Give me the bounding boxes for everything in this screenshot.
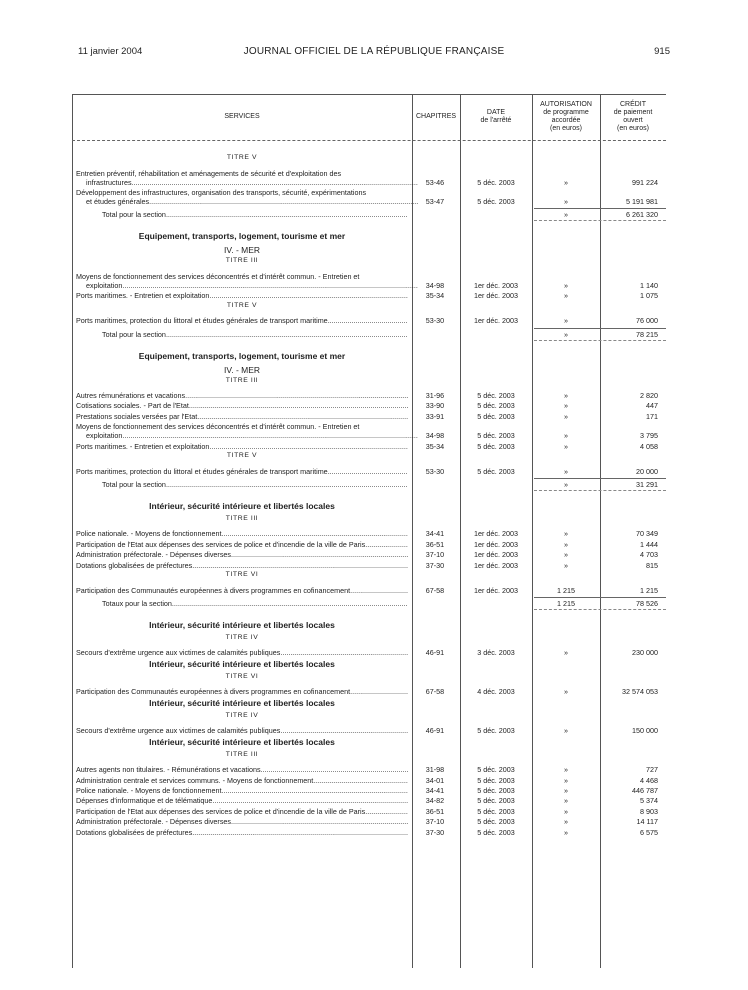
date-cell: 5 déc. 2003	[477, 796, 515, 806]
date-cell: 5 déc. 2003	[477, 466, 515, 476]
table-top-border	[72, 94, 666, 95]
autorisation-cell: »	[564, 431, 568, 441]
credit-cell: 3 795	[640, 431, 658, 441]
titre-heading: TITRE VI	[225, 571, 259, 578]
date-cell: 5 déc. 2003	[477, 817, 515, 827]
date-cell: 5 déc. 2003	[477, 411, 515, 421]
chapitre-cell: 36-51	[425, 806, 445, 816]
autorisation-total: 1 215	[557, 598, 575, 608]
service-label: Ports maritimes, protection du littoral et études générales de transport maritime .....	[76, 467, 408, 476]
autorisation-cell: »	[564, 196, 568, 206]
date-cell: 5 déc. 2003	[477, 401, 515, 411]
service-label: Secours d'extrême urgence aux victimes de calamités publiques .....	[76, 726, 408, 735]
service-label: Secours d'extrême urgence aux victimes de calamités publiques .....	[76, 648, 408, 657]
autorisation-cell: »	[564, 291, 568, 301]
total-underline	[534, 340, 666, 341]
date-cell: 3 déc. 2003	[477, 648, 515, 658]
autorisation-cell: »	[564, 648, 568, 658]
service-label: Moyens de fonctionnement des services déconcentrés et d'intérêt commun. - Entretien et	[76, 422, 360, 432]
total-label: Total pour la section .....	[102, 330, 408, 339]
credit-cell: 230 000	[632, 648, 658, 658]
service-label: Prestations sociales versées par l'Etat .....	[76, 412, 408, 421]
chapitre-cell: 53-30	[425, 316, 445, 326]
autorisation-cell: »	[564, 539, 568, 549]
date-cell: 1er déc. 2003	[474, 585, 518, 595]
section-heading: Intérieur, sécurité intérieure et libertés locales	[149, 697, 335, 708]
journal-title: JOURNAL OFFICIEL DE LA RÉPUBLIQUE FRANÇAISE	[243, 46, 505, 57]
credit-cell: 8 903	[640, 806, 658, 816]
service-label: Police nationale. - Moyens de fonctionnement .....	[76, 786, 408, 795]
header-date: 11 janvier 2004	[78, 46, 143, 57]
total-label: Total pour la section .....	[102, 480, 408, 489]
date-cell: 1er déc. 2003	[474, 539, 518, 549]
total-rule	[534, 208, 666, 209]
titre-heading: TITRE III	[225, 514, 259, 522]
chapitre-cell: 53-30	[425, 466, 445, 476]
page-number: 915	[654, 46, 670, 57]
titre-heading: TITRE IV	[225, 711, 259, 719]
credit-cell: 171	[646, 411, 658, 421]
service-label: exploitation .....	[86, 281, 418, 290]
autorisation-cell: »	[564, 550, 568, 560]
service-label: Participation des Communautés européennes à divers programmes en cofinancement .....	[76, 687, 408, 696]
date-cell: 1er déc. 2003	[474, 550, 518, 560]
date-cell: 1er déc. 2003	[474, 316, 518, 326]
titre-heading: TITRE V	[226, 452, 258, 459]
chapitre-cell: 34-41	[425, 785, 445, 795]
autorisation-cell: »	[564, 796, 568, 806]
autorisation-total: »	[564, 329, 568, 339]
chapitre-cell: 35-34	[425, 291, 445, 301]
date-cell: 5 déc. 2003	[477, 827, 515, 837]
credit-cell: 5 191 981	[626, 196, 658, 206]
titre-heading: TITRE V	[226, 154, 258, 161]
service-label: Entretien préventif, réhabilitation et aménagements de sécurité et d'exploitation des	[76, 168, 342, 178]
chapitre-cell: 67-58	[425, 585, 445, 595]
total-rule	[534, 328, 666, 329]
service-label: Participation de l'Etat aux dépenses des services de police et d'incendie de la ville de Paris .....	[76, 807, 408, 816]
date-cell: 5 déc. 2003	[477, 441, 515, 451]
chapitre-cell: 33-90	[425, 401, 445, 411]
header-rule	[72, 140, 666, 141]
autorisation-cell: »	[564, 817, 568, 827]
date-cell: 5 déc. 2003	[477, 196, 515, 206]
credit-cell: 32 574 053	[622, 687, 658, 697]
autorisation-cell: »	[564, 177, 568, 187]
chapitre-cell: 31-98	[425, 765, 445, 775]
autorisation-cell: »	[564, 785, 568, 795]
autorisation-cell: »	[564, 401, 568, 411]
service-label: Administration préfectorale. - Dépenses diverses .....	[76, 550, 408, 559]
credit-cell: 1 444	[640, 539, 658, 549]
credit-cell: 446 787	[632, 785, 658, 795]
service-label: Cotisations sociales. - Part de l'Etat .....	[76, 401, 408, 410]
chapitre-cell: 34-98	[425, 280, 445, 290]
subsection-heading: IV. - MER	[223, 364, 261, 375]
date-cell: 5 déc. 2003	[477, 431, 515, 441]
autorisation-cell: »	[564, 466, 568, 476]
autorisation-cell: »	[564, 806, 568, 816]
credit-cell: 70 349	[636, 529, 658, 539]
credit-total: 78 215	[636, 329, 658, 339]
chapitre-cell: 31-96	[425, 391, 445, 400]
credit-total: 6 261 320	[626, 210, 658, 220]
subsection-heading: IV. - MER	[223, 245, 261, 256]
total-underline	[534, 490, 666, 491]
chapitre-cell: 37-30	[425, 560, 445, 570]
service-label: Moyens de fonctionnement des services déconcentrés et d'intérêt commun. - Entretien et	[76, 271, 360, 281]
credit-cell: 4 058	[640, 441, 658, 451]
service-label: Administration centrale et services communs. - Moyens de fonctionnement .....	[76, 776, 408, 785]
date-cell: 5 déc. 2003	[477, 775, 515, 785]
column-divider	[532, 94, 533, 968]
service-label: Dotations globalisées de préfectures .....	[76, 828, 408, 837]
credit-cell: 2 820	[640, 391, 658, 400]
autorisation-cell: »	[564, 529, 568, 539]
autorisation-cell: »	[564, 391, 568, 400]
autorisation-cell: »	[564, 827, 568, 837]
column-divider	[72, 94, 73, 968]
service-label: Dépenses d'informatique et de télématique .....	[76, 796, 408, 805]
autorisation-cell: »	[564, 411, 568, 421]
credit-cell: 14 117	[636, 817, 658, 827]
credit-cell: 6 575	[640, 827, 658, 837]
chapitre-cell: 67-58	[425, 687, 445, 697]
section-heading: Intérieur, sécurité intérieure et libertés locales	[149, 500, 335, 511]
total-underline	[534, 220, 666, 221]
date-cell: 5 déc. 2003	[477, 765, 515, 775]
titre-heading: TITRE III	[225, 750, 259, 758]
credit-cell: 1 215	[640, 585, 658, 595]
col-header-date: DATE de l'arrêté	[480, 109, 512, 124]
service-label: Police nationale. - Moyens de fonctionnement .....	[76, 529, 408, 538]
service-label: Développement des infrastructures, organisation des transports, sécurité, expérimentations	[76, 187, 367, 197]
autorisation-cell: »	[564, 316, 568, 326]
section-heading: Equipement, transports, logement, tourisme et mer	[138, 350, 346, 361]
chapitre-cell: 46-91	[425, 648, 445, 658]
autorisation-cell: »	[564, 775, 568, 785]
total-rule	[534, 478, 666, 479]
service-label: Ports maritimes. - Entretien et exploitation .....	[76, 291, 408, 300]
date-cell: 1er déc. 2003	[474, 560, 518, 570]
autorisation-cell: 1 215	[557, 585, 575, 595]
col-header-credit: CRÉDIT de paiement ouvert (en euros)	[613, 101, 653, 132]
date-cell: 5 déc. 2003	[477, 806, 515, 816]
service-label: exploitation .....	[86, 431, 418, 440]
chapitre-cell: 36-51	[425, 539, 445, 549]
date-cell: 1er déc. 2003	[474, 529, 518, 539]
titre-heading: TITRE IV	[225, 633, 259, 641]
chapitre-cell: 35-34	[425, 441, 445, 451]
total-label: Totaux pour la section .....	[102, 599, 408, 608]
total-underline	[534, 609, 666, 610]
section-heading: Intérieur, sécurité intérieure et libertés locales	[149, 736, 335, 747]
service-label: et études générales .....	[86, 197, 418, 206]
titre-heading: TITRE III	[225, 376, 259, 384]
service-label: infrastructures .....	[86, 178, 418, 187]
autorisation-total: »	[564, 210, 568, 220]
credits-table	[72, 94, 666, 968]
service-label: Dotations globalisées de préfectures .....	[76, 561, 408, 570]
autorisation-cell: »	[564, 765, 568, 775]
total-rule	[534, 597, 666, 598]
service-label: Participation de l'Etat aux dépenses des services de police et d'incendie de la ville de Paris .....	[76, 540, 408, 549]
service-label: Administration préfectorale. - Dépenses diverses .....	[76, 817, 408, 826]
credit-cell: 76 000	[636, 316, 658, 326]
date-cell: 1er déc. 2003	[474, 291, 518, 301]
chapitre-cell: 34-98	[425, 431, 445, 441]
col-header-services: SERVICES	[224, 113, 260, 120]
credit-cell: 815	[646, 560, 658, 570]
credit-cell: 4 468	[640, 775, 658, 785]
credit-cell: 447	[646, 401, 658, 411]
autorisation-cell: »	[564, 441, 568, 451]
chapitre-cell: 53-46	[425, 177, 445, 187]
credit-cell: 4 703	[640, 550, 658, 560]
credit-cell: 1 075	[640, 291, 658, 301]
titre-heading: TITRE VI	[225, 672, 259, 680]
chapitre-cell: 34-01	[425, 775, 445, 785]
service-label: Autres rémunérations et vacations .....	[76, 391, 408, 400]
chapitre-cell: 46-91	[425, 726, 445, 736]
credit-cell: 727	[646, 765, 658, 775]
col-header-autorisation: AUTORISATION de programme accordée (en euros)	[540, 101, 592, 132]
service-label: Ports maritimes. - Entretien et exploitation .....	[76, 442, 408, 451]
date-cell: 5 déc. 2003	[477, 391, 515, 400]
col-header-chapitres: CHAPITRES	[415, 113, 457, 120]
date-cell: 5 déc. 2003	[477, 177, 515, 187]
credit-cell: 150 000	[632, 726, 658, 736]
date-cell: 5 déc. 2003	[477, 726, 515, 736]
credit-cell: 20 000	[636, 466, 658, 476]
chapitre-cell: 34-41	[425, 529, 445, 539]
credit-cell: 1 140	[640, 280, 658, 290]
credit-total: 78 526	[636, 598, 658, 608]
service-label: Ports maritimes, protection du littoral et études générales de transport maritime .....	[76, 316, 408, 325]
date-cell: 4 déc. 2003	[477, 687, 515, 697]
chapitre-cell: 33-91	[425, 411, 445, 421]
autorisation-total: »	[564, 479, 568, 489]
credit-cell: 991 224	[632, 177, 658, 187]
chapitre-cell: 37-30	[425, 827, 445, 837]
service-label: Participation des Communautés européennes à divers programmes en cofinancement .....	[76, 586, 408, 595]
section-heading: Intérieur, sécurité intérieure et libertés locales	[149, 658, 335, 669]
autorisation-cell: »	[564, 280, 568, 290]
credit-cell: 5 374	[640, 796, 658, 806]
total-label: Total pour la section .....	[102, 210, 408, 219]
titre-heading: TITRE III	[225, 257, 259, 265]
credit-total: 31 291	[636, 479, 658, 489]
chapitre-cell: 34-82	[425, 796, 445, 806]
chapitre-cell: 53-47	[425, 196, 445, 206]
titre-heading: TITRE V	[226, 301, 258, 309]
section-heading: Intérieur, sécurité intérieure et libertés locales	[149, 619, 335, 630]
autorisation-cell: »	[564, 726, 568, 736]
date-cell: 1er déc. 2003	[474, 280, 518, 290]
autorisation-cell: »	[564, 560, 568, 570]
service-label: Autres agents non titulaires. - Rémunérations et vacations .....	[76, 765, 408, 774]
date-cell: 5 déc. 2003	[477, 785, 515, 795]
autorisation-cell: »	[564, 687, 568, 697]
chapitre-cell: 37-10	[425, 817, 445, 827]
section-heading: Equipement, transports, logement, tourisme et mer	[138, 231, 346, 242]
chapitre-cell: 37-10	[425, 550, 445, 560]
